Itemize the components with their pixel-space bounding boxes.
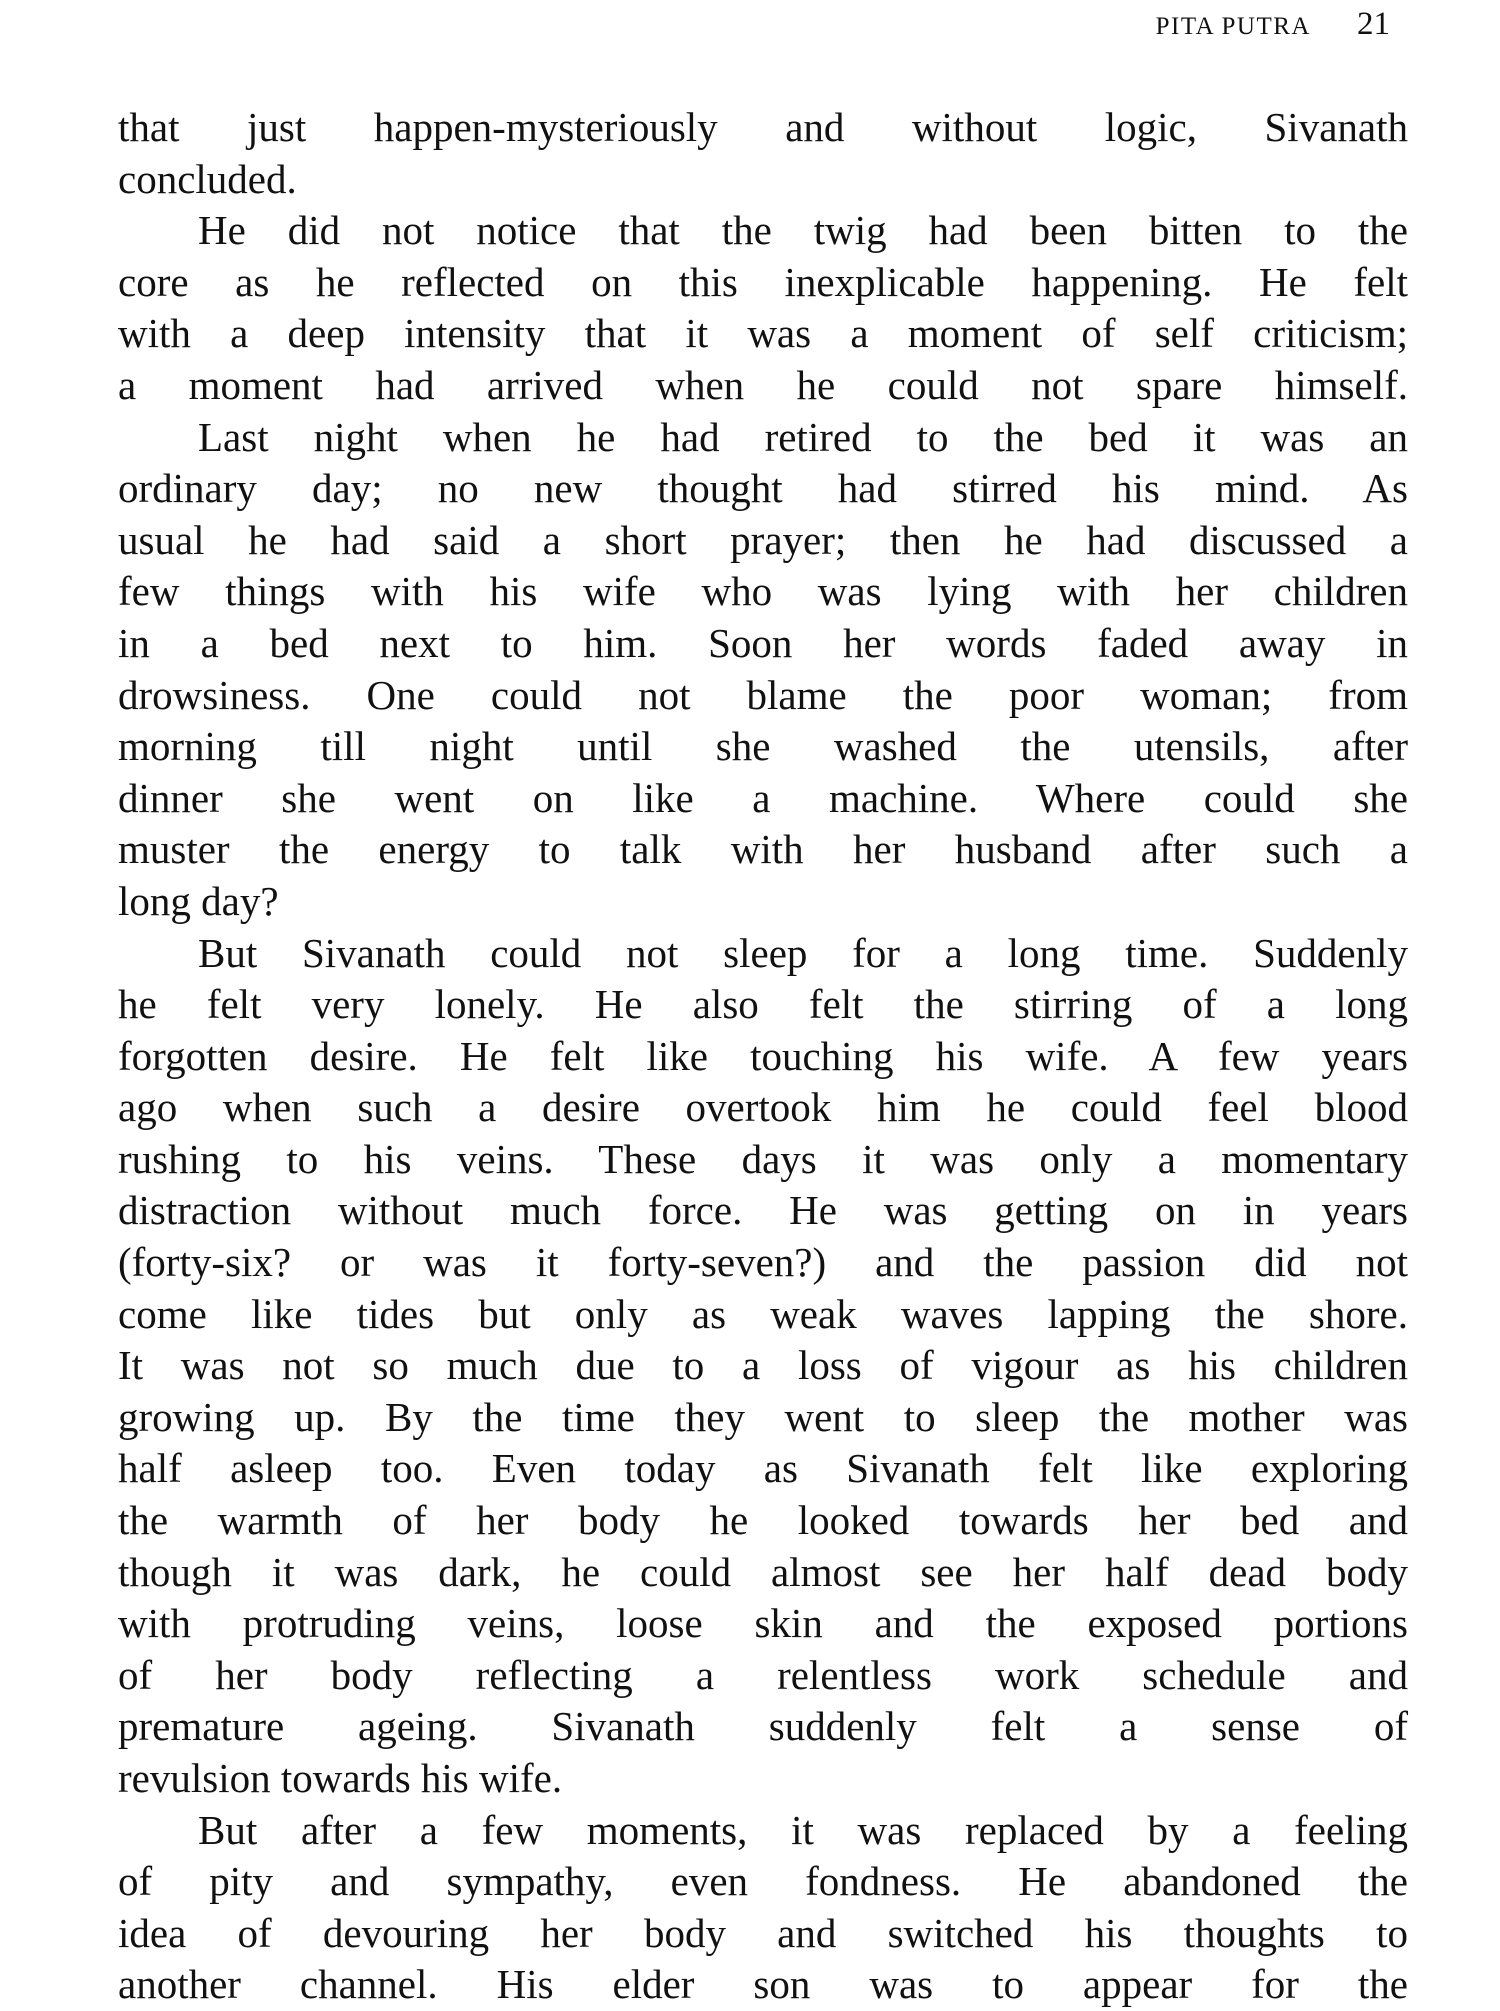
text-line: drowsiness. One could not blame the poor woman; from <box>118 671 1408 718</box>
text-line: usual he had said a short prayer; then he had discussed a <box>118 516 1408 563</box>
text-line: muster the energy to talk with her husband after such a <box>118 826 1408 873</box>
text-line: come like tides but only as weak waves lapping the shore. <box>118 1290 1408 1337</box>
running-header <box>1156 6 1390 43</box>
text-line: forgotten desire. He felt like touching his wife. A few years <box>118 1032 1408 1079</box>
text-line: core as he reflected on this inexplicable happening. He felt <box>118 258 1408 305</box>
text-line: Last night when he had retired to the bed it was an <box>198 413 1408 460</box>
text-line: of her body reflecting a relentless work schedule and <box>118 1651 1408 1698</box>
text-line: in a bed next to him. Soon her words faded away in <box>118 619 1408 666</box>
text-line: distraction without much force. He was getting on in years <box>118 1187 1408 1234</box>
text-line: ago when such a desire overtook him he could feel blood <box>118 1084 1408 1131</box>
text-line: concluded. <box>118 155 297 202</box>
text-line: another channel. His elder son was to appear for the <box>118 1961 1408 2008</box>
text-line: dinner she went on like a machine. Where could she <box>118 774 1408 821</box>
text-line: long day? <box>118 877 279 924</box>
text-line: (forty-six? or was it forty-seven?) and the passion did not <box>118 1239 1408 1286</box>
text-line: But after a few moments, it was replaced by a feeling <box>198 1806 1408 1853</box>
text-line: half asleep too. Even today as Sivanath felt like exploring <box>118 1445 1408 1492</box>
text-line: It was not so much due to a loss of vigour as his children <box>118 1342 1408 1389</box>
text-line: revulsion towards his wife. <box>118 1755 563 1801</box>
body-text <box>118 102 1408 2011</box>
text-line: few things with his wife who was lying with her children <box>118 568 1408 615</box>
text-line: rushing to his veins. These days it was only a momentary <box>118 1135 1408 1182</box>
text-line: premature ageing. Sivanath suddenly felt a sense of <box>118 1703 1408 1750</box>
text-line: morning till night until she washed the utensils, after <box>118 723 1408 770</box>
text-line: growing up. By the time they went to sleep the mother was <box>118 1393 1408 1440</box>
text-line: idea of devouring her body and switched his thoughts to <box>118 1909 1408 1956</box>
running-head-title: PITA PUTRA <box>1155 13 1311 40</box>
text-line: with protruding veins, loose skin and the exposed portions <box>118 1600 1408 1647</box>
text-line: that just happen-mysteriously and without logic, Sivanath <box>118 104 1408 150</box>
page-number: 21 <box>1357 6 1390 42</box>
text-line: ordinary day; no new thought had stirred his mind. As <box>118 465 1408 512</box>
text-line: he felt very lonely. He also felt the stirring of a long <box>118 981 1408 1028</box>
text-line: He did not notice that the twig had been bitten to the <box>198 207 1408 254</box>
text-line: though it was dark, he could almost see her half dead body <box>118 1548 1408 1595</box>
text-line: the warmth of her body he looked towards her bed and <box>118 1497 1408 1544</box>
text-line: of pity and sympathy, even fondness. He abandoned the <box>118 1858 1408 1905</box>
text-line: But Sivanath could not sleep for a long time. Suddenly <box>198 929 1408 976</box>
text-line: with a deep intensity that it was a moment of self criticism; <box>118 310 1408 357</box>
text-line: a moment had arrived when he could not spare himself. <box>118 361 1408 408</box>
